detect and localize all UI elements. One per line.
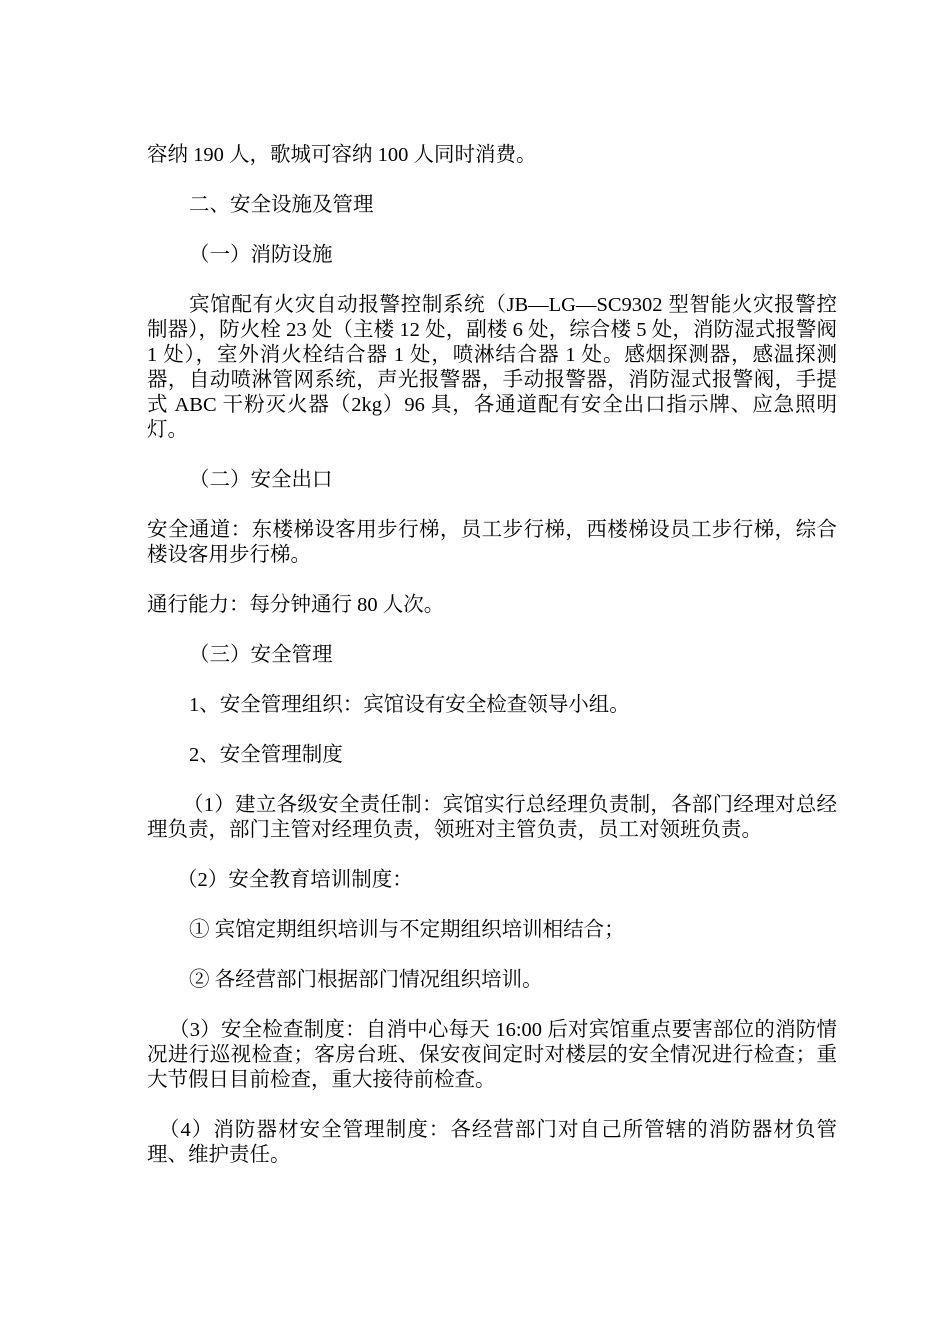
paragraph-capacity: 容纳 190 人，歌城可容纳 100 人同时消费。 [147,144,537,166]
paragraph-capacity-flow: 通行能力：每分钟通行 80 人次。 [147,594,445,616]
subsection-heading-management: （三）安全管理 [189,644,333,666]
paragraph-training: （2）安全教育培训制度： [177,869,413,891]
document-page [147,143,837,1193]
subsection-heading-exits: （二）安全出口 [189,469,333,491]
list-item-training-2: ② 各经营部门根据部门情况组织培训。 [189,969,543,991]
section-heading-safety: 二、安全设施及管理 [189,194,374,216]
paragraph-fire-facilities: 宾馆配有火灾自动报警控制系统（JB—LG—SC9302 型智能火灾报警控制器），防火栓 23 处（主楼 12 处，副楼 6 处，综合楼 5 处，消防湿式报警阀 1 处），室外消火栓结合器 1 处，喷淋结合器 1 处。感烟探测器，感温探测器，自动喷淋管网系统，声光报警器，手动报警器，消防湿式报警阀，手提式 ABC 干粉灭火器（2kg）96 具，各通道配有安全出口指示牌、应急照明灯。 [147,294,837,441]
paragraph-exit-routes: 安全通道：东楼梯设客用步行梯，员工步行梯，西楼梯设员工步行梯，综合楼设客用步行梯。 [147,519,837,566]
paragraph-responsibility: （1）建立各级安全责任制：宾馆实行总经理负责制，各部门经理对总经理负责，部门主管对经理负责，领班对主管负责，员工对领班负责。 [147,794,837,841]
subsection-heading-fire-facilities: （一）消防设施 [189,244,333,266]
paragraph-equipment: （4）消防器材安全管理制度：各经营部门对自己所管辖的消防器材负管理、维护责任。 [147,1119,837,1166]
list-item-training-1: ① 宾馆定期组织培训与不定期组织培训相结合； [189,919,625,941]
paragraph-management-org: 1、安全管理组织：宾馆设有安全检查领导小组。 [189,694,630,716]
paragraph-management-system: 2、安全管理制度 [189,744,343,766]
paragraph-inspection: （3）安全检查制度：自消中心每天 16:00 后对宾馆重点要害部位的消防情况进行巡视检查；客房台班、保安夜间定时对楼层的安全情况进行检查；重大节假日目前检查，重大接待前检查。 [147,1019,837,1091]
